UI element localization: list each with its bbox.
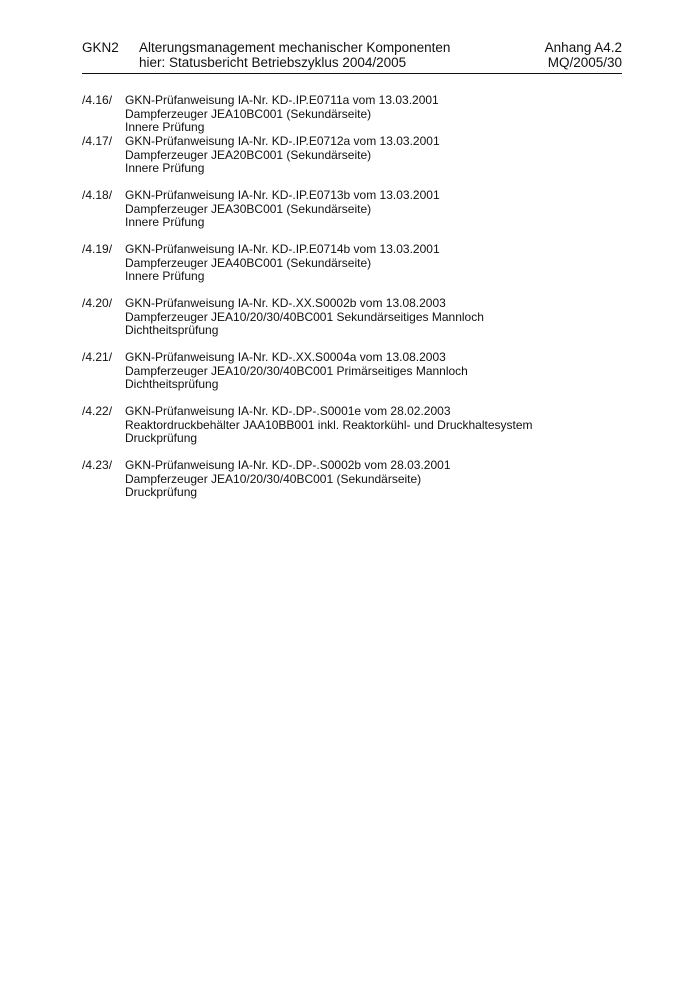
header-annex: Anhang A4.2 [544, 40, 622, 55]
reference-text [125, 135, 622, 176]
reference-number: /4.17/ [82, 134, 113, 148]
page-header [82, 41, 622, 74]
header-doc-id: MQ/2005/30 [547, 54, 622, 70]
reference-title: GKN-Prüfanweisung IA-Nr. KD-.DP-.S0002b vom 28.03.2001 [125, 458, 451, 472]
reference-text [125, 297, 622, 338]
reference-test-type: Innere Prüfung [125, 120, 205, 135]
header-org-label: GKN2 [82, 40, 119, 55]
header-doc-info [545, 41, 622, 70]
reference-test-type: Innere Prüfung [125, 161, 205, 176]
header-title [139, 41, 450, 70]
reference-test-type: Druckprüfung [125, 431, 198, 446]
reference-title: GKN-Prüfanweisung IA-Nr. KD-.IP.E0714b vom 13.03.2001 [125, 242, 440, 256]
reference-text [125, 351, 622, 392]
header-title-line-1: Alterungsmanagement mechanischer Komponenten [139, 40, 451, 55]
reference-component: Dampferzeuger JEA10/20/30/40BC001 Primärseitiges Mannloch [125, 363, 468, 378]
reference-text [125, 459, 622, 500]
reference-text [125, 94, 622, 135]
reference-number: /4.23/ [82, 458, 113, 472]
reference-test-type: Innere Prüfung [125, 215, 205, 230]
reference-number: /4.19/ [82, 242, 113, 256]
reference-component: Dampferzeuger JEA10/20/30/40BC001 Sekundärseitiges Mannloch [125, 309, 484, 324]
reference-number: /4.16/ [82, 93, 113, 107]
reference-test-type: Dichtheitsprüfung [125, 323, 219, 338]
reference-test-type: Druckprüfung [125, 485, 198, 500]
reference-test-type: Dichtheitsprüfung [125, 377, 219, 392]
reference-text [125, 405, 622, 446]
reference-title: GKN-Prüfanweisung IA-Nr. KD-.IP.E0711a vom 13.03.2001 [125, 93, 439, 107]
reference-number: /4.20/ [82, 296, 113, 310]
reference-number: /4.21/ [82, 350, 113, 364]
reference-component: Dampferzeuger JEA10BC001 (Sekundärseite) [125, 106, 372, 121]
reference-text [125, 243, 622, 284]
reference-title: GKN-Prüfanweisung IA-Nr. KD-.DP-.S0001e vom 28.02.2003 [125, 404, 451, 418]
reference-test-type: Innere Prüfung [125, 269, 205, 284]
reference-component: Dampferzeuger JEA10/20/30/40BC001 (Sekundärseite) [125, 471, 422, 486]
reference-component: Dampferzeuger JEA30BC001 (Sekundärseite) [125, 201, 372, 216]
reference-component: Dampferzeuger JEA20BC001 (Sekundärseite) [125, 147, 372, 162]
reference-number: /4.18/ [82, 188, 113, 202]
reference-title: GKN-Prüfanweisung IA-Nr. KD-.XX.S0002b vom 13.08.2003 [125, 296, 446, 310]
reference-number: /4.22/ [82, 404, 113, 418]
reference-text [125, 189, 622, 230]
reference-title: GKN-Prüfanweisung IA-Nr. KD-.XX.S0004a vom 13.08.2003 [125, 350, 446, 364]
reference-title: GKN-Prüfanweisung IA-Nr. KD-.IP.E0713b vom 13.03.2001 [125, 188, 440, 202]
header-org [82, 41, 119, 56]
reference-title: GKN-Prüfanweisung IA-Nr. KD-.IP.E0712a vom 13.03.2001 [125, 134, 440, 148]
header-title-line-2: hier: Statusbericht Betriebszyklus 2004/2005 [139, 54, 407, 70]
reference-component: Reaktordruckbehälter JAA10BB001 inkl. Reaktorkühl- und Druckhaltesystem [125, 417, 533, 432]
reference-component: Dampferzeuger JEA40BC001 (Sekundärseite) [125, 255, 372, 270]
